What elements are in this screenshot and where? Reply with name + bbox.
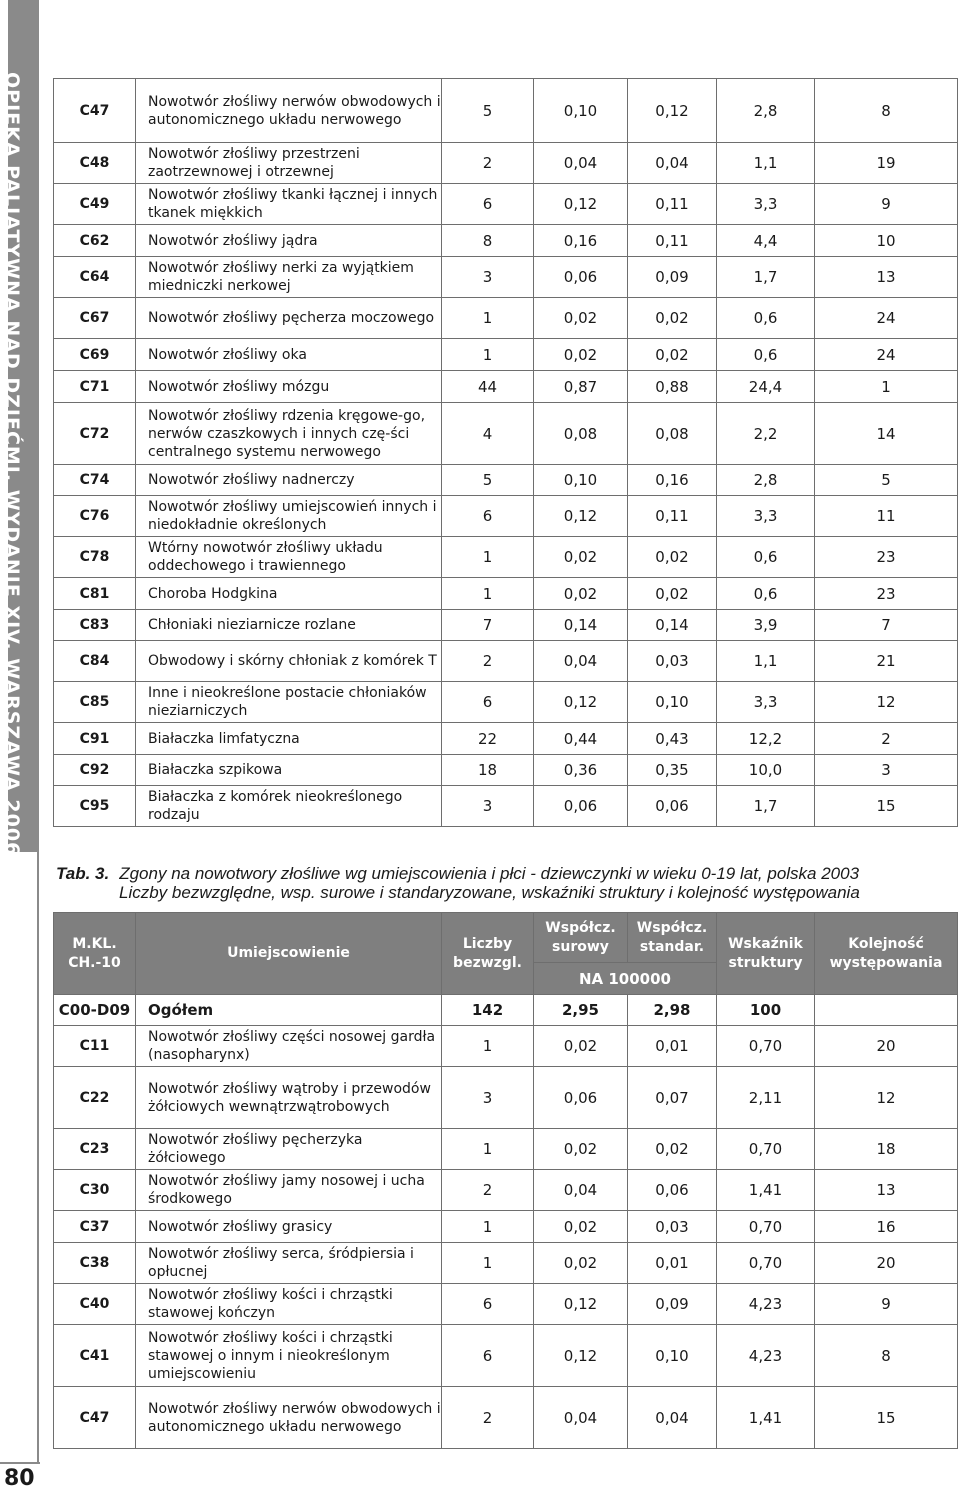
table-row	[54, 1170, 958, 1211]
cell-name: Nowotwór złośliwy mózgu	[136, 371, 442, 403]
cell-name: Nowotwór złośliwy kości i chrząstki stawowej o innym i nieokreślonym umiejscowieniu	[136, 1325, 442, 1387]
table-row	[54, 537, 958, 578]
table-row	[54, 1325, 958, 1387]
table-3-body	[54, 995, 958, 1449]
cell-crude-rate: 0,36	[534, 755, 628, 786]
cell-absolute: 3	[442, 257, 534, 298]
cell-structure: 0,6	[717, 578, 815, 610]
table-row	[54, 610, 958, 641]
cell-absolute: 6	[442, 1325, 534, 1387]
cell-crude-rate: 0,02	[534, 1026, 628, 1067]
cell-absolute: 7	[442, 610, 534, 641]
cell-rank: 8	[815, 79, 958, 143]
cell-crude-rate: 0,06	[534, 1067, 628, 1129]
cell-code: C78	[54, 537, 136, 578]
cell-structure: 0,70	[717, 1129, 815, 1170]
cell-rank: 2	[815, 723, 958, 755]
cell-rank: 11	[815, 496, 958, 537]
cell-code: C74	[54, 465, 136, 496]
cell-rank: 15	[815, 1387, 958, 1449]
cell-rank: 8	[815, 1325, 958, 1387]
table-continuation	[53, 78, 958, 827]
table-caption	[56, 864, 860, 902]
cell-structure: 1,1	[717, 641, 815, 682]
cell-std-rate: 0,10	[628, 682, 717, 723]
cell-structure: 1,1	[717, 143, 815, 184]
total-rank	[815, 995, 958, 1026]
cell-crude-rate: 0,04	[534, 1387, 628, 1449]
total-row	[54, 995, 958, 1026]
cell-rank: 13	[815, 257, 958, 298]
cell-std-rate: 0,06	[628, 1170, 717, 1211]
table-row	[54, 755, 958, 786]
page-number: 80	[4, 1466, 35, 1491]
cell-structure: 2,2	[717, 403, 815, 465]
cell-code: C71	[54, 371, 136, 403]
cell-rank: 24	[815, 339, 958, 371]
table-row	[54, 1129, 958, 1170]
cell-structure: 12,2	[717, 723, 815, 755]
table-row	[54, 1243, 958, 1284]
cell-structure: 4,23	[717, 1284, 815, 1325]
cell-code: C37	[54, 1211, 136, 1243]
cell-crude-rate: 0,02	[534, 1211, 628, 1243]
cell-crude-rate: 0,44	[534, 723, 628, 755]
cell-rank: 16	[815, 1211, 958, 1243]
cell-structure: 2,11	[717, 1067, 815, 1129]
cell-crude-rate: 0,02	[534, 578, 628, 610]
cell-rank: 9	[815, 1284, 958, 1325]
table-row	[54, 723, 958, 755]
header-code: M.KL. CH.-10	[54, 913, 136, 995]
cell-code: C23	[54, 1129, 136, 1170]
cell-name: Białaczka szpikowa	[136, 755, 442, 786]
cell-rank: 12	[815, 1067, 958, 1129]
cell-name: Nowotwór złośliwy przestrzeni zaotrzewnowej i otrzewnej	[136, 143, 442, 184]
table-row	[54, 578, 958, 610]
cell-code: C91	[54, 723, 136, 755]
total-structure: 100	[717, 995, 815, 1026]
cell-absolute: 1	[442, 537, 534, 578]
table-caption-line2: Liczby bezwzględne, wsp. surowe i standaryzowane, wskaźniki struktury i kolejność występowania	[119, 883, 860, 902]
cell-std-rate: 0,04	[628, 143, 717, 184]
cell-structure: 3,3	[717, 496, 815, 537]
cell-crude-rate: 0,06	[534, 786, 628, 827]
cell-rank: 1	[815, 371, 958, 403]
cell-absolute: 1	[442, 1129, 534, 1170]
cell-absolute: 6	[442, 496, 534, 537]
table-row	[54, 225, 958, 257]
cell-std-rate: 0,07	[628, 1067, 717, 1129]
cell-structure: 0,70	[717, 1211, 815, 1243]
cell-code: C49	[54, 184, 136, 225]
cell-std-rate: 0,08	[628, 403, 717, 465]
cell-name: Nowotwór złośliwy umiejscowień innych i niedokładnie określonych	[136, 496, 442, 537]
header-absolute: Liczby bezwzgl.	[442, 913, 534, 995]
cell-absolute: 1	[442, 1026, 534, 1067]
cell-name: Nowotwór złośliwy nerwów obwodowych i autonomicznego układu nerwowego	[136, 79, 442, 143]
cell-name: Nowotwór złośliwy nerwów obwodowych i autonomicznego układu nerwowego	[136, 1387, 442, 1449]
cell-rank: 15	[815, 786, 958, 827]
total-code: C00-D09	[54, 995, 136, 1026]
cell-std-rate: 0,35	[628, 755, 717, 786]
cell-name: Nowotwór złośliwy rdzenia kręgowe-go, nerwów czaszkowych i innych czę-ści centralnego systemu nerwowego	[136, 403, 442, 465]
cell-absolute: 6	[442, 1284, 534, 1325]
cell-code: C30	[54, 1170, 136, 1211]
table-row	[54, 184, 958, 225]
cell-absolute: 3	[442, 786, 534, 827]
cell-structure: 1,7	[717, 786, 815, 827]
cell-structure: 10,0	[717, 755, 815, 786]
cell-structure: 0,70	[717, 1026, 815, 1067]
running-title: OPIEKA PALIATYWNA NAD DZIEĆMI. WYDANIE XIV, WARSZAWA 2006	[1, 72, 23, 857]
table-continuation-body	[54, 79, 958, 827]
total-std: 2,98	[628, 995, 717, 1026]
cell-std-rate: 0,03	[628, 1211, 717, 1243]
cell-crude-rate: 0,12	[534, 682, 628, 723]
cell-crude-rate: 0,02	[534, 537, 628, 578]
cell-crude-rate: 0,10	[534, 465, 628, 496]
table-row	[54, 339, 958, 371]
cell-std-rate: 0,02	[628, 339, 717, 371]
cell-std-rate: 0,02	[628, 537, 717, 578]
cell-code: C22	[54, 1067, 136, 1129]
cell-name: Wtórny nowotwór złośliwy układu oddechowego i trawiennego	[136, 537, 442, 578]
cell-crude-rate: 0,16	[534, 225, 628, 257]
cell-name: Obwodowy i skórny chłoniak z komórek T	[136, 641, 442, 682]
cell-name: Nowotwór złośliwy części nosowej gardła (nasopharynx)	[136, 1026, 442, 1067]
table-row	[54, 682, 958, 723]
cell-rank: 18	[815, 1129, 958, 1170]
cell-structure: 2,8	[717, 79, 815, 143]
cell-structure: 1,7	[717, 257, 815, 298]
cell-crude-rate: 0,06	[534, 257, 628, 298]
cell-rank: 23	[815, 578, 958, 610]
cell-crude-rate: 0,12	[534, 496, 628, 537]
cell-std-rate: 0,43	[628, 723, 717, 755]
table-row	[54, 496, 958, 537]
cell-code: C95	[54, 786, 136, 827]
cell-structure: 1,41	[717, 1170, 815, 1211]
cell-crude-rate: 0,14	[534, 610, 628, 641]
cell-std-rate: 0,03	[628, 641, 717, 682]
total-crude: 2,95	[534, 995, 628, 1026]
cell-rank: 14	[815, 403, 958, 465]
table-caption-label: Tab. 3.	[56, 864, 110, 883]
cell-structure: 0,6	[717, 298, 815, 339]
cell-rank: 7	[815, 610, 958, 641]
cell-rank: 21	[815, 641, 958, 682]
cell-code: C38	[54, 1243, 136, 1284]
cell-structure: 24,4	[717, 371, 815, 403]
cell-std-rate: 0,09	[628, 257, 717, 298]
cell-code: C69	[54, 339, 136, 371]
cell-absolute: 2	[442, 143, 534, 184]
cell-name: Nowotwór złośliwy tkanki łącznej i innych tkanek miękkich	[136, 184, 442, 225]
cell-std-rate: 0,06	[628, 786, 717, 827]
table-caption-line1: Zgony na nowotwory złośliwe wg umiejscowienia i płci - dziewczynki w wieku 0-19 lat, polska 2003	[119, 864, 860, 883]
cell-absolute: 1	[442, 1211, 534, 1243]
cell-code: C62	[54, 225, 136, 257]
header-crude-rate: Współcz. surowy	[534, 913, 628, 963]
cell-rank: 5	[815, 465, 958, 496]
cell-std-rate: 0,04	[628, 1387, 717, 1449]
cell-std-rate: 0,10	[628, 1325, 717, 1387]
cell-name: Nowotwór złośliwy pęcherza moczowego	[136, 298, 442, 339]
cell-absolute: 1	[442, 578, 534, 610]
cell-absolute: 6	[442, 184, 534, 225]
cell-code: C92	[54, 755, 136, 786]
cell-crude-rate: 0,02	[534, 339, 628, 371]
cell-code: C40	[54, 1284, 136, 1325]
cell-std-rate: 0,11	[628, 184, 717, 225]
cell-crude-rate: 0,02	[534, 298, 628, 339]
table-row	[54, 1387, 958, 1449]
cell-name: Nowotwór złośliwy serca, śródpiersia i opłucnej	[136, 1243, 442, 1284]
cell-name: Inne i nieokreślone postacie chłoniaków nieziarniczych	[136, 682, 442, 723]
cell-structure: 2,8	[717, 465, 815, 496]
cell-name: Choroba Hodgkina	[136, 578, 442, 610]
cell-rank: 9	[815, 184, 958, 225]
cell-crude-rate: 0,12	[534, 1325, 628, 1387]
cell-name: Nowotwór złośliwy wątroby i przewodów żółciowych wewnątrzwątrobowych	[136, 1067, 442, 1129]
cell-code: C67	[54, 298, 136, 339]
side-rule	[37, 852, 39, 1464]
cell-name: Nowotwór złośliwy pęcherzyka żółciowego	[136, 1129, 442, 1170]
cell-code: C84	[54, 641, 136, 682]
table-row	[54, 143, 958, 184]
table-row	[54, 465, 958, 496]
cell-crude-rate: 0,04	[534, 1170, 628, 1211]
header-std-rate: Współcz. standar.	[628, 913, 717, 963]
cell-crude-rate: 0,04	[534, 143, 628, 184]
table-row	[54, 1284, 958, 1325]
cell-crude-rate: 0,02	[534, 1243, 628, 1284]
cell-name: Nowotwór złośliwy grasicy	[136, 1211, 442, 1243]
cell-name: Nowotwór złośliwy jądra	[136, 225, 442, 257]
cell-rank: 13	[815, 1170, 958, 1211]
table-row	[54, 371, 958, 403]
cell-code: C47	[54, 1387, 136, 1449]
cell-crude-rate: 0,02	[534, 1129, 628, 1170]
cell-std-rate: 0,88	[628, 371, 717, 403]
cell-code: C41	[54, 1325, 136, 1387]
cell-structure: 0,6	[717, 537, 815, 578]
header-location: Umiejscowienie	[136, 913, 442, 995]
cell-absolute: 8	[442, 225, 534, 257]
cell-crude-rate: 0,08	[534, 403, 628, 465]
cell-crude-rate: 0,12	[534, 184, 628, 225]
cell-code: C64	[54, 257, 136, 298]
cell-absolute: 5	[442, 79, 534, 143]
cell-rank: 20	[815, 1243, 958, 1284]
cell-name: Nowotwór złośliwy kości i chrząstki stawowej kończyn	[136, 1284, 442, 1325]
cell-std-rate: 0,02	[628, 578, 717, 610]
cell-absolute: 2	[442, 641, 534, 682]
table-3	[53, 912, 958, 1449]
table-row	[54, 1067, 958, 1129]
header-per-100000: NA 100000	[534, 963, 717, 995]
cell-name: Nowotwór złośliwy oka	[136, 339, 442, 371]
cell-rank: 23	[815, 537, 958, 578]
cell-structure: 4,23	[717, 1325, 815, 1387]
cell-std-rate: 0,16	[628, 465, 717, 496]
cell-structure: 3,3	[717, 682, 815, 723]
table-row	[54, 786, 958, 827]
cell-name: Białaczka z komórek nieokreślonego rodzaju	[136, 786, 442, 827]
table-row	[54, 641, 958, 682]
cell-std-rate: 0,02	[628, 1129, 717, 1170]
cell-name: Nowotwór złośliwy jamy nosowej i ucha środkowego	[136, 1170, 442, 1211]
cell-code: C72	[54, 403, 136, 465]
cell-code: C47	[54, 79, 136, 143]
table-row	[54, 257, 958, 298]
cell-structure: 3,9	[717, 610, 815, 641]
cell-structure: 4,4	[717, 225, 815, 257]
header-rank: Kolejność występowania	[815, 913, 958, 995]
cell-std-rate: 0,09	[628, 1284, 717, 1325]
cell-absolute: 44	[442, 371, 534, 403]
cell-code: C83	[54, 610, 136, 641]
cell-code: C48	[54, 143, 136, 184]
cell-crude-rate: 0,12	[534, 1284, 628, 1325]
cell-rank: 19	[815, 143, 958, 184]
cell-absolute: 3	[442, 1067, 534, 1129]
cell-crude-rate: 0,87	[534, 371, 628, 403]
cell-absolute: 18	[442, 755, 534, 786]
cell-rank: 3	[815, 755, 958, 786]
cell-absolute: 22	[442, 723, 534, 755]
cell-rank: 24	[815, 298, 958, 339]
cell-name: Nowotwór złośliwy nadnerczy	[136, 465, 442, 496]
cell-absolute: 1	[442, 339, 534, 371]
cell-absolute: 1	[442, 298, 534, 339]
table-row	[54, 1026, 958, 1067]
cell-rank: 12	[815, 682, 958, 723]
cell-absolute: 2	[442, 1170, 534, 1211]
cell-rank: 10	[815, 225, 958, 257]
cell-std-rate: 0,11	[628, 225, 717, 257]
cell-std-rate: 0,12	[628, 79, 717, 143]
table-row	[54, 403, 958, 465]
cell-code: C81	[54, 578, 136, 610]
cell-crude-rate: 0,10	[534, 79, 628, 143]
cell-std-rate: 0,11	[628, 496, 717, 537]
cell-name: Chłoniaki nieziarnicze rozlane	[136, 610, 442, 641]
cell-absolute: 5	[442, 465, 534, 496]
page-number-rule	[0, 1462, 40, 1464]
cell-std-rate: 0,02	[628, 298, 717, 339]
table-row	[54, 298, 958, 339]
cell-structure: 1,41	[717, 1387, 815, 1449]
cell-structure: 3,3	[717, 184, 815, 225]
cell-name: Nowotwór złośliwy nerki za wyjątkiem miedniczki nerkowej	[136, 257, 442, 298]
table-row	[54, 1211, 958, 1243]
cell-std-rate: 0,01	[628, 1243, 717, 1284]
cell-absolute: 6	[442, 682, 534, 723]
cell-std-rate: 0,01	[628, 1026, 717, 1067]
table-row	[54, 79, 958, 143]
cell-structure: 0,70	[717, 1243, 815, 1284]
cell-structure: 0,6	[717, 339, 815, 371]
cell-std-rate: 0,14	[628, 610, 717, 641]
cell-code: C76	[54, 496, 136, 537]
cell-absolute: 2	[442, 1387, 534, 1449]
total-name: Ogółem	[136, 995, 442, 1026]
cell-name: Białaczka limfatyczna	[136, 723, 442, 755]
cell-crude-rate: 0,04	[534, 641, 628, 682]
cell-absolute: 4	[442, 403, 534, 465]
cell-code: C11	[54, 1026, 136, 1067]
total-absolute: 142	[442, 995, 534, 1026]
cell-rank: 20	[815, 1026, 958, 1067]
cell-absolute: 1	[442, 1243, 534, 1284]
header-structure: Wskaźnik struktury	[717, 913, 815, 995]
cell-code: C85	[54, 682, 136, 723]
